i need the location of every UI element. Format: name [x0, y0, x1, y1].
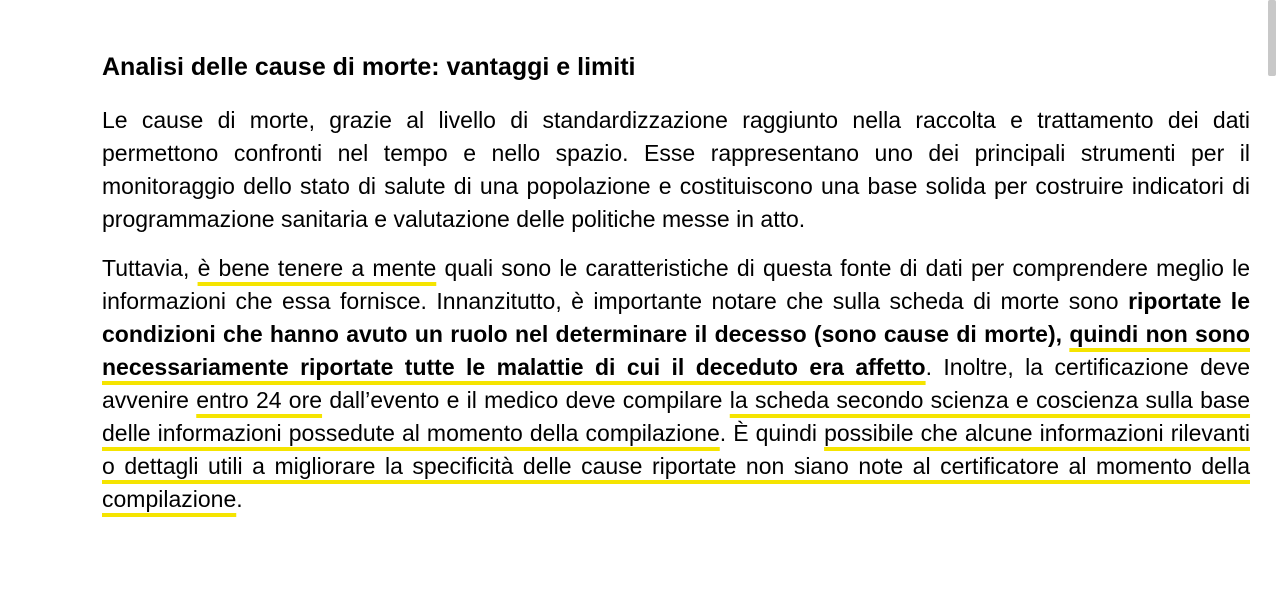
- paragraph-2: [102, 252, 1250, 516]
- bold-highlighted-text: quindi non sono necessariamente riportate tutte le malattie di cui il deceduto era affetto: [102, 321, 1250, 380]
- paragraph-1: Le cause di morte, grazie al livello di standardizzazione raggiunto nella raccolta e trattamento dei dati permettono confronti nel tempo e nello spazio. Esse rappresentano uno dei principali strumenti per il monitoraggio dello stato di salute di una popolazione e costituiscono una base solida per costruire indicatori di programmazione sanitaria e valutazione delle politiche messe in atto.: [102, 107, 1250, 232]
- text-segment: Tuttavia,: [102, 255, 198, 281]
- highlighted-text: possibile che alcune informazioni rilevanti o dettagli utili a migliorare la specificità delle cause riportate non siano note al certificatore al momento della compilazione: [102, 420, 1250, 512]
- section-title: Analisi delle cause di morte: vantaggi e limiti: [102, 53, 636, 81]
- scrollbar[interactable]: [1268, 0, 1276, 76]
- text-segment: .: [236, 486, 243, 512]
- text-segment: quali sono le caratteristiche di questa fonte di dati per comprendere meglio le informazioni che essa fornisce. Innanzitutto, è importante notare che sulla scheda di morte sono: [102, 255, 1250, 314]
- text-segment: . È quindi: [719, 420, 825, 446]
- bold-text: riportate le condizioni che hanno avuto un ruolo nel determinare il decesso (sono cause di morte),: [102, 288, 1250, 347]
- text-segment: . Inoltre, la certificazione deve avvenire: [102, 354, 1250, 413]
- highlighted-text: entro 24 ore: [196, 387, 323, 413]
- text-segment: dall’evento e il medico deve compilare: [322, 387, 730, 413]
- highlighted-text: è bene tenere a mente: [197, 255, 437, 281]
- highlighted-text: la scheda secondo scienza e coscienza sulla base delle informazioni possedute al momento della compilazione: [102, 387, 1251, 446]
- document-page: [102, 48, 1250, 516]
